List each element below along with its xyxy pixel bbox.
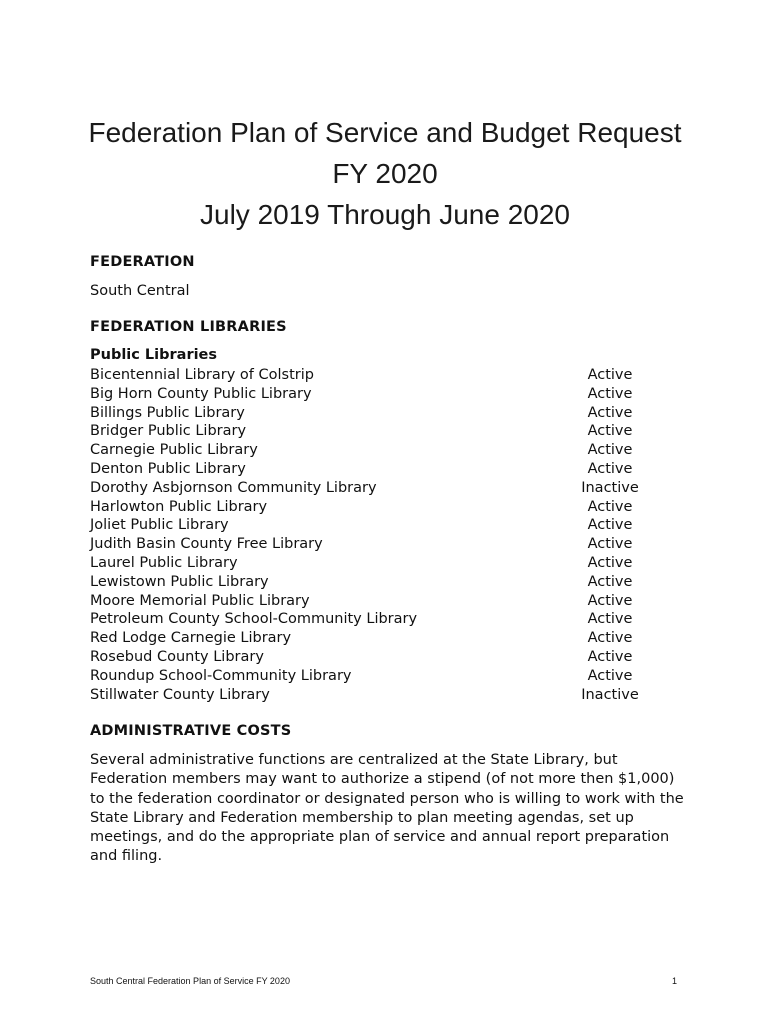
library-row (90, 422, 650, 441)
title-line-3: July 2019 Through June 2020 (200, 199, 570, 230)
library-row (90, 592, 650, 611)
library-row (90, 686, 650, 705)
library-status: Active (587, 630, 633, 647)
library-row (90, 629, 650, 648)
library-row (90, 404, 650, 423)
title-line-2: FY 2020 (332, 158, 438, 189)
federation-libraries-heading: FEDERATION LIBRARIES (90, 319, 287, 335)
library-name: Joliet Public Library (90, 517, 229, 534)
library-name: Lewistown Public Library (90, 573, 269, 590)
library-status: Inactive (581, 479, 639, 496)
library-status: Active (587, 404, 633, 421)
federation-name: South Central (90, 283, 190, 299)
library-row (90, 554, 650, 573)
library-status: Active (587, 460, 633, 477)
library-row (90, 441, 650, 460)
library-name: Moore Memorial Public Library (90, 592, 310, 609)
library-row (90, 460, 650, 479)
library-name: Laurel Public Library (90, 554, 238, 571)
library-name: Bicentennial Library of Colstrip (90, 367, 314, 383)
library-name: Rosebud County Library (90, 648, 264, 665)
library-name: Harlowton Public Library (90, 498, 268, 515)
library-status: Active (587, 611, 633, 628)
library-status: Active (587, 385, 633, 402)
library-status: Active (587, 517, 633, 534)
library-name: Carnegie Public Library (90, 442, 258, 459)
library-status: Active (587, 667, 633, 684)
document-title (0, 112, 770, 235)
library-row (90, 385, 650, 404)
title-line-1: Federation Plan of Service and Budget Request (88, 117, 682, 148)
library-row (90, 479, 650, 498)
library-row (90, 610, 650, 629)
public-libraries-subheading: Public Libraries (90, 347, 218, 363)
library-status: Active (587, 423, 633, 440)
library-name: Dorothy Asbjornson Community Library (90, 479, 377, 496)
library-name: Big Horn County Public Library (90, 385, 312, 402)
footer-text: South Central Federation Plan of Service FY 2020 (90, 976, 290, 986)
library-name: Billings Public Library (90, 404, 245, 421)
library-row (90, 573, 650, 592)
library-row (90, 535, 650, 554)
federation-heading: FEDERATION (90, 254, 195, 270)
library-status: Active (587, 648, 633, 665)
library-list (90, 366, 650, 704)
library-status: Active (587, 536, 633, 553)
page-number: 1 (672, 976, 678, 986)
library-name: Roundup School-Community Library (90, 667, 352, 684)
library-name: Stillwater County Library (90, 686, 270, 703)
library-status: Active (587, 367, 633, 383)
library-status: Active (587, 554, 633, 571)
library-status: Inactive (581, 686, 639, 703)
administrative-costs-paragraph: Several administrative functions are centralized at the State Library, but Federation members may want to authorize a stipend (of not more then $1,000) to the federation coordinator or designated person who is willing to work with the State Library and Federation membership to plan meeting agendas, set up meetings, and do the appropriate plan of service and annual report preparation and filing. (90, 752, 684, 865)
library-name: Petroleum County School-Community Library (90, 611, 418, 628)
library-status: Active (587, 442, 633, 459)
library-row (90, 498, 650, 517)
library-status: Active (587, 573, 633, 590)
library-status: Active (587, 592, 633, 609)
library-name: Judith Basin County Free Library (90, 536, 323, 553)
administrative-costs-heading: ADMINISTRATIVE COSTS (90, 723, 292, 739)
library-status: Active (587, 498, 633, 515)
library-row (90, 516, 650, 535)
library-name: Red Lodge Carnegie Library (90, 630, 292, 647)
library-name: Bridger Public Library (90, 423, 247, 440)
library-row (90, 667, 650, 686)
library-row (90, 648, 650, 667)
library-name: Denton Public Library (90, 460, 246, 477)
library-row (90, 366, 650, 385)
